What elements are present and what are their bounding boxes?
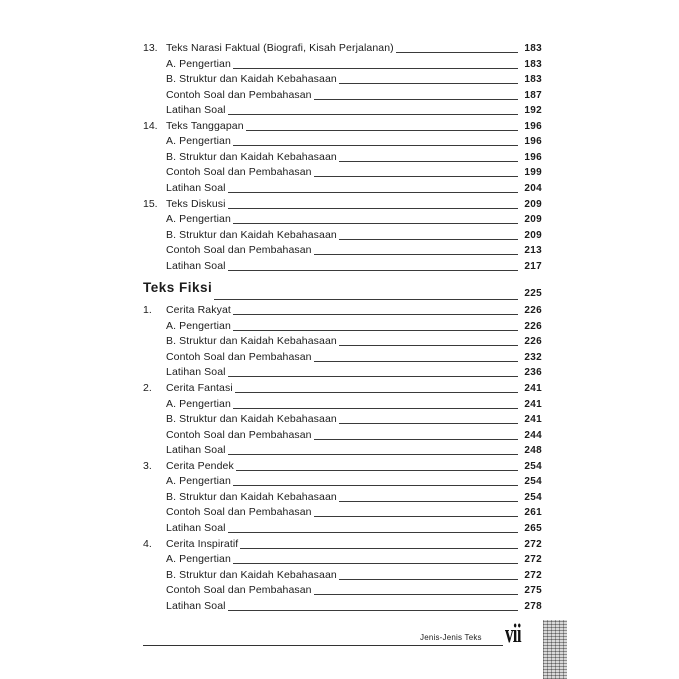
toc-leader-line <box>339 501 518 502</box>
toc-leader-line <box>246 130 518 131</box>
toc-entry <box>143 57 542 72</box>
toc-page-number: 278 <box>524 600 542 612</box>
toc-page-number: 272 <box>524 569 542 581</box>
toc-chapter-entry <box>143 41 542 56</box>
toc-page-number: 226 <box>524 320 542 332</box>
toc-page-number: 213 <box>524 245 542 257</box>
page-number: vii <box>505 619 521 648</box>
toc-entry-title: B. Struktur dan Kaidah Kebahasaan <box>166 568 337 581</box>
toc-entry-title: A. Pengertian <box>166 57 231 70</box>
toc-page-number: 236 <box>524 367 542 379</box>
toc-entry-title: B. Struktur dan Kaidah Kebahasaan <box>166 150 337 163</box>
toc-entry-title: B. Struktur dan Kaidah Kebahasaan <box>166 73 337 86</box>
toc-section-heading <box>143 280 542 300</box>
toc-leader-line <box>314 439 518 440</box>
toc-entry-title: Teks Tanggapan <box>166 119 244 132</box>
toc-page-number: 196 <box>524 120 542 132</box>
toc-entry-title: Latihan Soal <box>166 366 226 379</box>
toc-leader-line <box>228 114 518 115</box>
toc-entry <box>143 181 542 196</box>
toc-entry-title: Contoh Soal dan Pembahasan <box>166 506 312 519</box>
toc-entry-title: Contoh Soal dan Pembahasan <box>166 350 312 363</box>
toc-chapter-entry <box>143 197 542 212</box>
toc-entry <box>143 165 542 180</box>
toc-page-number: 187 <box>524 89 542 101</box>
toc-entry <box>143 259 542 274</box>
toc-page-number: 272 <box>524 538 542 550</box>
toc-entry <box>143 583 542 598</box>
toc-entry <box>143 72 542 87</box>
toc-entry-title: Teks Fiksi <box>143 280 213 296</box>
toc-entry <box>143 334 542 349</box>
toc-leader-line <box>314 516 518 517</box>
toc-entry-title: B. Struktur dan Kaidah Kebahasaan <box>166 228 337 241</box>
toc-leader-line <box>339 239 518 240</box>
toc-entry-number: 4. <box>143 537 152 550</box>
toc-page-number: 241 <box>524 398 542 410</box>
toc-leader-line <box>339 83 518 84</box>
toc-entry <box>143 88 542 103</box>
toc-page-number: 232 <box>524 351 542 363</box>
toc-entry-title: Latihan Soal <box>166 104 226 117</box>
toc-entry <box>143 228 542 243</box>
toc-entry-title: A. Pengertian <box>166 135 231 148</box>
toc-entry <box>143 428 542 443</box>
toc-entry-number: 3. <box>143 459 152 472</box>
toc-entry <box>143 443 542 458</box>
toc-entry-title: Cerita Pendek <box>166 459 234 472</box>
toc-page-number: 244 <box>524 429 542 441</box>
toc-page-number: 209 <box>524 198 542 210</box>
toc-leader-line <box>339 579 518 580</box>
toc-page-number: 241 <box>524 414 542 426</box>
toc-entry-title: B. Struktur dan Kaidah Kebahasaan <box>166 413 337 426</box>
toc-page-number: 261 <box>524 507 542 519</box>
toc-page-number: 248 <box>524 445 542 457</box>
toc-page-number: 183 <box>524 58 542 70</box>
toc-chapter-entry <box>143 459 542 474</box>
toc-entry <box>143 521 542 536</box>
toc-leader-line <box>233 145 518 146</box>
toc-entry-number: 15. <box>143 197 158 210</box>
toc-leader-line <box>233 68 518 69</box>
toc-entry-title: Latihan Soal <box>166 599 226 612</box>
toc-page-number: 254 <box>524 460 542 472</box>
toc-entry-title: Latihan Soal <box>166 181 226 194</box>
toc-entry <box>143 474 542 489</box>
toc-leader-line <box>228 208 518 209</box>
toc-page-number: 209 <box>524 229 542 241</box>
toc-chapter-entry <box>143 303 542 318</box>
toc-page-number: 217 <box>524 260 542 272</box>
toc-leader-line <box>339 161 518 162</box>
toc-leader-line <box>233 563 518 564</box>
toc-page-number: 254 <box>524 491 542 503</box>
toc-leader-line <box>214 299 518 300</box>
toc-leader-line <box>228 270 518 271</box>
toc-entry-title: B. Struktur dan Kaidah Kebahasaan <box>166 490 337 503</box>
toc-page-number: 265 <box>524 522 542 534</box>
toc-leader-line <box>240 548 518 549</box>
toc-entry-title: Contoh Soal dan Pembahasan <box>166 584 312 597</box>
toc-page-number: 275 <box>524 585 542 597</box>
toc-page-number: 226 <box>524 305 542 317</box>
toc-leader-line <box>228 454 518 455</box>
toc-page-number: 196 <box>524 151 542 163</box>
toc-entry-number: 1. <box>143 304 152 317</box>
toc-entry-title: Teks Diskusi <box>166 197 226 210</box>
toc-entry-title: Latihan Soal <box>166 259 226 272</box>
toc-leader-line <box>233 223 518 224</box>
toc-entry-number: 2. <box>143 382 152 394</box>
toc-page-number: 209 <box>524 214 542 226</box>
toc-entry <box>143 103 542 118</box>
toc-entry <box>143 212 542 227</box>
toc-leader-line <box>235 392 518 393</box>
toc-entry-title: Latihan Soal <box>166 444 226 457</box>
toc-chapter-entry <box>143 381 542 396</box>
toc-entry <box>143 134 542 149</box>
toc-entry <box>143 412 542 427</box>
toc-page-number: 183 <box>524 74 542 86</box>
toc-entry-title: Contoh Soal dan Pembahasan <box>166 428 312 441</box>
toc-entry <box>143 319 542 334</box>
toc-chapter-entry <box>143 119 542 134</box>
toc-entry-title: Contoh Soal dan Pembahasan <box>166 88 312 101</box>
toc-entry-title: Teks Narasi Faktual (Biografi, Kisah Perjalanan) <box>166 42 394 54</box>
toc-leader-line <box>314 254 518 255</box>
toc-leader-line <box>233 485 518 486</box>
toc-leader-line <box>314 361 518 362</box>
toc-page-number: 226 <box>524 336 542 348</box>
toc-page-number: 196 <box>524 136 542 148</box>
toc-entry <box>143 243 542 258</box>
toc-leader-line <box>228 532 518 533</box>
toc-leader-line <box>228 376 518 377</box>
toc-entry-title: Latihan Soal <box>166 521 226 534</box>
toc-leader-line <box>314 99 518 100</box>
toc-entry <box>143 397 542 412</box>
toc-entry-title: B. Struktur dan Kaidah Kebahasaan <box>166 335 337 348</box>
toc-leader-line <box>396 52 518 53</box>
toc-entry <box>143 552 542 567</box>
toc-leader-line <box>314 594 518 595</box>
toc-page-number: 199 <box>524 167 542 179</box>
toc-entry-number: 13. <box>143 42 158 54</box>
toc-entry <box>143 150 542 165</box>
toc-entry-title: A. Pengertian <box>166 397 231 410</box>
page-edge-texture <box>543 620 567 679</box>
toc-page-number: 192 <box>524 105 542 117</box>
toc-leader-line <box>233 314 518 315</box>
toc-entry-title: Contoh Soal dan Pembahasan <box>166 166 312 179</box>
footer-rule <box>143 645 503 646</box>
toc-page-number: 183 <box>524 43 542 54</box>
toc-leader-line <box>228 610 518 611</box>
toc-page-number: 254 <box>524 476 542 488</box>
toc-page-number: 272 <box>524 554 542 566</box>
toc-entry <box>143 505 542 520</box>
toc-entry <box>143 490 542 505</box>
toc-leader-line <box>314 176 518 177</box>
toc-entry-title: A. Pengertian <box>166 213 231 226</box>
toc-page-number: 241 <box>524 383 542 394</box>
toc-entry-title: A. Pengertian <box>166 553 231 566</box>
toc-entry-title: Cerita Fantasi <box>166 382 233 394</box>
toc-leader-line <box>339 423 518 424</box>
toc-entry <box>143 568 542 583</box>
toc-page-number: 204 <box>524 182 542 194</box>
toc-leader-line <box>233 330 518 331</box>
toc-chapter-entry <box>143 537 542 552</box>
toc-leader-line <box>236 470 518 471</box>
toc-leader-line <box>339 345 518 346</box>
toc-entry <box>143 599 542 614</box>
toc-entry-title: Contoh Soal dan Pembahasan <box>166 244 312 257</box>
running-title: Jenis-Jenis Teks <box>420 633 482 642</box>
toc-entry-title: Cerita Rakyat <box>166 304 231 317</box>
toc-entry-number: 14. <box>143 119 158 132</box>
toc-page-number: 225 <box>524 288 542 300</box>
toc-leader-line <box>233 408 518 409</box>
toc-entry <box>143 365 542 380</box>
toc-entry-title: Cerita Inspiratif <box>166 537 239 550</box>
toc-leader-line <box>228 192 518 193</box>
toc-entry-title: A. Pengertian <box>166 475 231 488</box>
toc-entry-title: A. Pengertian <box>166 319 231 332</box>
toc-entry <box>143 350 542 365</box>
